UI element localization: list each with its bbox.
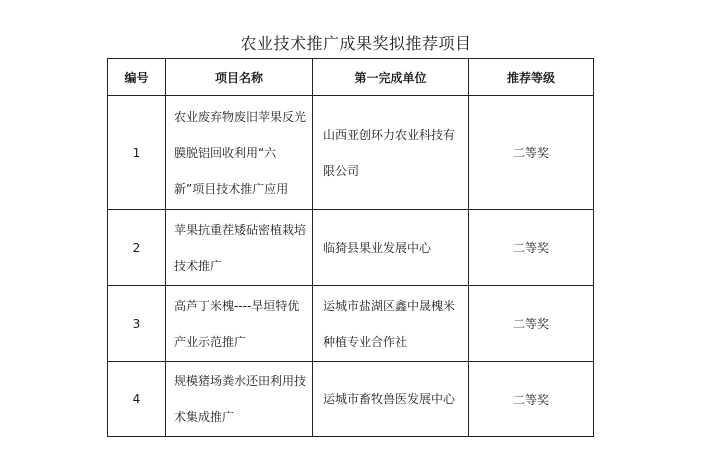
- row-grade: 二等奖: [469, 286, 594, 362]
- row-project-name: 农业废弃物废旧苹果反光膜脱铝回收利用“六新”项目技术推广应用: [174, 109, 307, 196]
- row-first-unit: 运城市畜牧兽医发展中心: [323, 392, 456, 406]
- row-number: 2: [108, 210, 166, 286]
- row-project-name-cell: [166, 362, 313, 437]
- header-number: 编号: [108, 59, 166, 96]
- header-project-name: 项目名称: [166, 59, 313, 96]
- row-first-unit: 临猗县果业发展中心: [323, 240, 432, 255]
- row-first-unit-cell: [313, 362, 469, 437]
- row-number: 4: [108, 362, 166, 437]
- row-first-unit: 山西亚创环力农业科技有限公司: [323, 127, 456, 178]
- row-project-name: 苹果抗重茬矮砧密植栽培技术推广: [174, 222, 307, 273]
- row-first-unit-cell: [313, 96, 469, 210]
- award-recommendation-table: [107, 58, 594, 437]
- row-project-name-cell: [166, 286, 313, 362]
- row-first-unit: 运城市盐湖区鑫中晟槐米种植专业合作社: [323, 298, 456, 349]
- row-project-name-cell: [166, 96, 313, 210]
- row-grade: 二等奖: [469, 362, 594, 437]
- row-number: 1: [108, 96, 166, 210]
- row-project-name: 高芦丁米槐----旱垣特优产业示范推广: [174, 298, 300, 349]
- table-header-row: [108, 59, 594, 96]
- row-project-name-cell: [166, 210, 313, 286]
- header-grade: 推荐等级: [469, 59, 594, 96]
- row-grade: 二等奖: [469, 210, 594, 286]
- header-first-unit: 第一完成单位: [313, 59, 469, 96]
- row-first-unit-cell: [313, 286, 469, 362]
- table-row: [108, 286, 594, 362]
- table-row: [108, 210, 594, 286]
- row-project-name: 规模猪场粪水还田利用技术集成推广: [174, 374, 307, 424]
- table-row: [108, 96, 594, 210]
- row-grade: 二等奖: [469, 96, 594, 210]
- table-row: [108, 362, 594, 437]
- document-title: 农业技术推广成果奖拟推荐项目: [240, 34, 472, 53]
- row-first-unit-cell: [313, 210, 469, 286]
- row-number: 3: [108, 286, 166, 362]
